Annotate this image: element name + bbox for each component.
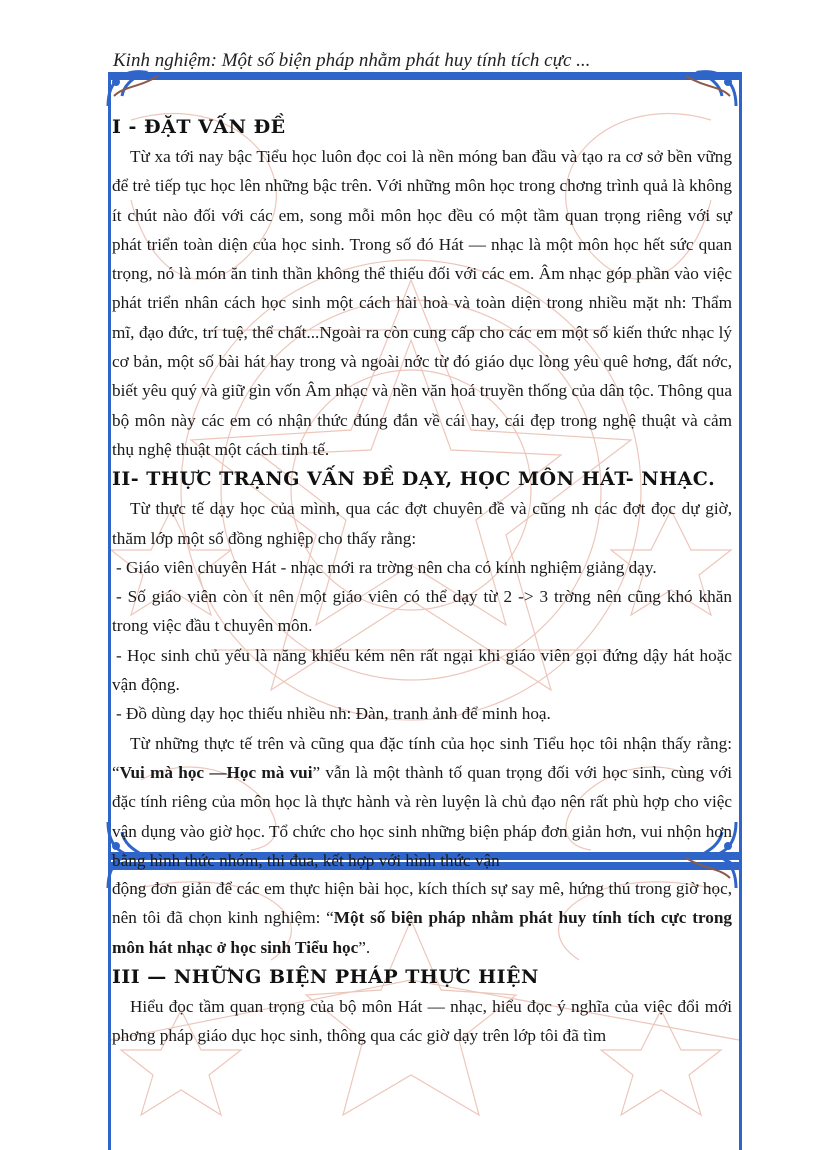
motto-bold: Vui mà học —Học mà vui: [119, 762, 313, 782]
bullet-item: - Số giáo viên còn ít nên một giáo viên có thể dạy từ 2 -> 3 trờng nên cũng khó khăn trong việc đầu t chuyên môn.: [112, 587, 732, 636]
section2-continuation: động đơn giản để các em thực hiện bài học, kích thích sự say mê, hứng thú trong giờ học, nên tôi đã chọn kinh nghiệm: “Một số biện pháp nhằm phát huy tính tích cực trong môn hát nhạc ở học sinh Tiểu học”.: [112, 879, 733, 957]
section2-intro: Từ thực tế dạy học của mình, qua các đợt chuyên đề và cũng nh các đợt đọc dự giờ, thăm lớp một số đồng nghiệp cho thấy rằng:: [112, 499, 732, 548]
document-body-continued: [112, 874, 732, 1050]
bullet-item: - Học sinh chủ yếu là năng khiếu kém nên rất ngại khi giáo viên gọi đứng dậy hát hoặc vận động.: [112, 645, 732, 695]
document-body: [112, 112, 732, 875]
section-heading-1: I - ĐẶT VẤN ĐỀ: [112, 116, 286, 138]
section1-paragraph: Từ xa tới nay bậc Tiểu học luôn đọc coi là nền móng ban đầu và tạo ra cơ sở bền vững để trẻ tiếp tục học lên những bậc trên. Với những môn học trong chơng trình quả là không ít chút nào đối với các em, song mỗi môn học đều có một tầm quan trọng riêng với sự phát triển toàn diện của học sinh. Trong số đó Hát — nhạc là một môn học hết sức quan trọng, nó là món ăn tinh thần không thể thiếu đối với các em. Âm nhạc góp phần vào việc phát triển nhân cách học sinh một cách hài hoà và toàn diện trong nhiều mặt nh: Thẩm mĩ, đạo đức, trí tuệ, thể chất...Ngoài ra còn cung cấp cho các em một số kiến thức nhạc lý cơ bản, một số bài hát hay trong và ngoài nớc từ đó giáo dục lòng yêu quê hơng, đất nớc, biết yêu quý và giữ gìn vốn Âm nhạc và nền văn hoá truyền thống của dân tộc. Thông qua bộ môn này các em có nhận thức đúng đắn về cái hay, cái đẹp trong nghệ thuật và cảm thụ nghệ thuật một cách tinh tế.: [112, 147, 732, 459]
section3-paragraph: Hiểu đọc tầm quan trọng của bộ môn Hát — nhạc, hiểu đọc ý nghĩa của việc đổi mới phơng pháp giáo dục học sinh, thông qua các giờ dạy trên lớp tôi đã tìm: [112, 996, 732, 1046]
bullet-item: - Giáo viên chuyên Hát - nhạc mới ra trờng nên cha có kinh nghiệm giảng dạy.: [116, 557, 657, 577]
section-heading-2: II- THỰC TRẠNG VẤN ĐỀ DẠY, HỌC MÔN HÁT- NHẠC.: [112, 468, 716, 491]
corner-ornament-top-left: [104, 66, 164, 110]
corner-ornament-top-right: [680, 66, 740, 110]
bullet-item: - Đồ dùng dạy học thiếu nhiều nh: Đàn, tranh ảnh để minh hoạ.: [116, 704, 551, 724]
running-header: Kinh nghiệm: Một số biện pháp nhằm phát huy tính tích cực ...: [113, 50, 591, 71]
section-heading-3: III — NHỮNG BIỆN PHÁP THỰC HIỆN: [112, 965, 539, 988]
section2-conclusion: Từ những thực tế trên và cũng qua đặc tính của học sinh Tiểu học tôi nhận thấy rằng: “Vui mà học —Học mà vui” vẫn là một thành tố quan trọng đối với học sinh, cùng với đặc tính riêng của môn học là thực hành và rèn luyện là chủ đạo nên rất phù hợp cho việc vận dụng vào giờ học. Tổ chức cho học sinh những biện pháp đơn giản hơn, vui nhộn hơn bằng hình thức nhóm, thi đua, kết hợp với hình thức vận: [112, 733, 732, 870]
experience-title-bold: Một số biện pháp nhằm phát huy tính tích cực trong môn hát nhạc ở học sinh Tiểu học: [112, 908, 733, 957]
